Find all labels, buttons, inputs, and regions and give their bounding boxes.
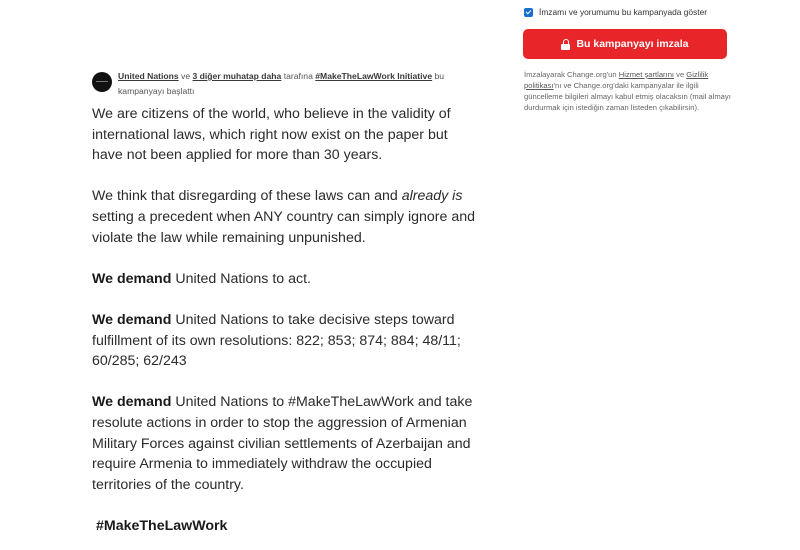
emphasis-text: already is: [401, 188, 463, 205]
demand-label: We demand: [92, 394, 172, 411]
other-decision-makers-link[interactable]: 3 diğer muhatap daha: [192, 71, 282, 81]
sign-button-label: Bu kampanyayı imzala: [576, 38, 689, 50]
display-signature-checkbox[interactable]: [524, 8, 533, 17]
paragraph-5: We demand United Nations to #MakeTheLawWork and take resolute actions in order to stop the aggression of Armenian Military Forces against civilian settlements of Azerbaijan and require Armenia to immediately withdraw the occupied territories of the country.: [92, 394, 473, 493]
paragraph-4: We demand United Nations to take decisive steps toward fulfillment of its own resolutions: 822; 853; 874; 884; 48/11; 60/285; 62/243: [92, 311, 461, 370]
lock-icon: [561, 39, 570, 50]
legal-text-c: 'nı ve Change.org'daki kampanyalar ile ilgili güncelleme bilgileri almayı kabul etmiş olacaksın (mail almayı durdurmak için istediğin zaman listeden çıkabilirsin).: [524, 81, 731, 112]
initiative-link[interactable]: #MakeTheLawWork Initiative: [315, 71, 433, 81]
display-signature-option[interactable]: [524, 7, 707, 17]
decision-maker-link[interactable]: United Nations: [118, 71, 179, 81]
starter-tail: bu kampanyayı başlattı: [118, 71, 445, 96]
demand-label: We demand: [92, 311, 172, 328]
starter-conj: ve: [181, 71, 191, 81]
paragraph-2: We think that disregarding of these laws can and already is setting a precedent when ANY country can simply ignore and violate the law while remaining unpunished.: [92, 188, 476, 246]
demand-label: We demand: [92, 270, 172, 287]
hashtag-line: [92, 516, 477, 537]
terms-of-service-link[interactable]: Hizmet şartlarını: [618, 70, 675, 79]
petition-starter: [92, 69, 472, 99]
starter-avatar[interactable]: [92, 72, 112, 92]
starter-text: [118, 69, 472, 99]
legal-disclaimer: [524, 69, 734, 113]
paragraph-3: We demand United Nations to act.: [92, 270, 311, 287]
petition-description: [92, 104, 477, 550]
display-signature-label: İmzamı ve yorumumu bu kampanyada göster: [539, 7, 708, 17]
legal-text-b: ve: [674, 70, 687, 79]
legal-text-a: İmzalayarak Change.org'un: [524, 70, 619, 79]
paragraph-1: We are citizens of the world, who believe in the validity of international laws, which right now exist on the paper but have not been applied for more than 30 years.: [92, 106, 451, 164]
sign-petition-button[interactable]: [523, 29, 727, 59]
hashtag: #MakeTheLawWork: [96, 517, 228, 534]
privacy-policy-link[interactable]: Gizlilik politikası: [524, 70, 709, 90]
starter-by: tarafına: [283, 71, 313, 81]
